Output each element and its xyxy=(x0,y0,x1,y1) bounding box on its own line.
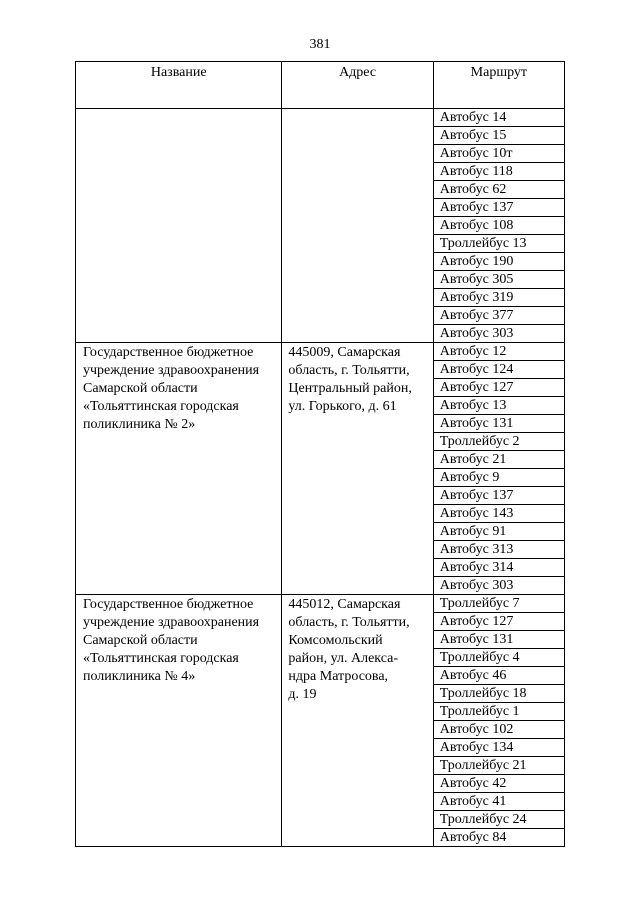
route-cell xyxy=(433,595,564,847)
institution-name: Государственное бюджетное учреждение здравоохранения Самарской области «Тольяттинская городская поликлиника № 2» xyxy=(83,345,260,432)
route-item: Автобус 127 xyxy=(434,379,564,397)
route-cell xyxy=(433,343,564,595)
route-item: Автобус 13 xyxy=(434,397,564,415)
route-item: Троллейбус 1 xyxy=(434,703,564,721)
route-item: Автобус 62 xyxy=(434,181,564,199)
route-item: Автобус 137 xyxy=(434,199,564,217)
header-route: Маршрут xyxy=(433,62,564,109)
route-item: Автобус 134 xyxy=(434,739,564,757)
route-item: Автобус 314 xyxy=(434,559,564,577)
route-item: Автобус 91 xyxy=(434,523,564,541)
header-address: Адрес xyxy=(282,62,433,109)
route-item: Автобус 127 xyxy=(434,613,564,631)
institution-address xyxy=(282,109,432,110)
institution-address: 445009, Самарская область, г. Тольятти, Центральный район, ул. Горького, д. 61 xyxy=(288,345,412,414)
route-item: Троллейбус 21 xyxy=(434,757,564,775)
route-item: Автобус 14 xyxy=(434,109,564,127)
route-item: Автобус 131 xyxy=(434,415,564,433)
route-list xyxy=(434,343,564,594)
name-cell xyxy=(76,343,282,595)
route-item: Автобус 46 xyxy=(434,667,564,685)
route-item: Автобус 303 xyxy=(439,326,514,341)
header-name: Название xyxy=(76,62,282,109)
institution-address: 445012, Самарская область, г. Тольятти, Комсомольский район, ул. Алекса- ндра Матросова, д. 19 xyxy=(288,597,410,702)
route-item: Автобус 42 xyxy=(434,775,564,793)
address-cell xyxy=(282,343,433,595)
route-item: Автобус 108 xyxy=(434,217,564,235)
route-cell xyxy=(433,109,564,343)
table-header-row xyxy=(76,62,565,109)
route-item: Автобус 15 xyxy=(434,127,564,145)
route-item: Автобус 41 xyxy=(434,793,564,811)
name-cell xyxy=(76,595,282,847)
route-item: Автобус 303 xyxy=(439,578,514,593)
route-item: Автобус 118 xyxy=(434,163,564,181)
routes-table xyxy=(75,61,565,847)
route-item: Троллейбус 7 xyxy=(434,595,564,613)
route-item: Автобус 377 xyxy=(434,307,564,325)
route-list xyxy=(434,595,564,846)
route-item: Автобус 12 xyxy=(434,343,564,361)
route-item: Автобус 190 xyxy=(434,253,564,271)
page-number: 381 xyxy=(309,37,331,52)
route-item: Троллейбус 13 xyxy=(434,235,564,253)
institution-name xyxy=(76,109,281,110)
route-item: Автобус 10т xyxy=(434,145,564,163)
table-row xyxy=(76,595,565,847)
route-item: Автобус 319 xyxy=(434,289,564,307)
table-row xyxy=(76,343,565,595)
route-item: Автобус 124 xyxy=(434,361,564,379)
route-item: Троллейбус 4 xyxy=(434,649,564,667)
name-cell xyxy=(76,109,282,343)
route-item: Автобус 84 xyxy=(439,830,507,845)
route-list xyxy=(434,109,564,342)
route-item: Автобус 137 xyxy=(434,487,564,505)
address-cell xyxy=(282,109,433,343)
institution-name: Государственное бюджетное учреждение здравоохранения Самарской области «Тольяттинская городская поликлиника № 4» xyxy=(83,597,260,684)
route-item: Троллейбус 18 xyxy=(434,685,564,703)
route-item: Троллейбус 24 xyxy=(434,811,564,829)
address-cell xyxy=(282,595,433,847)
route-item: Автобус 305 xyxy=(434,271,564,289)
route-item: Автобус 21 xyxy=(434,451,564,469)
table-row xyxy=(76,109,565,343)
route-item: Автобус 131 xyxy=(434,631,564,649)
route-item: Автобус 102 xyxy=(434,721,564,739)
route-item: Автобус 9 xyxy=(434,469,564,487)
route-item: Автобус 143 xyxy=(434,505,564,523)
route-item: Троллейбус 2 xyxy=(434,433,564,451)
route-item: Автобус 313 xyxy=(434,541,564,559)
